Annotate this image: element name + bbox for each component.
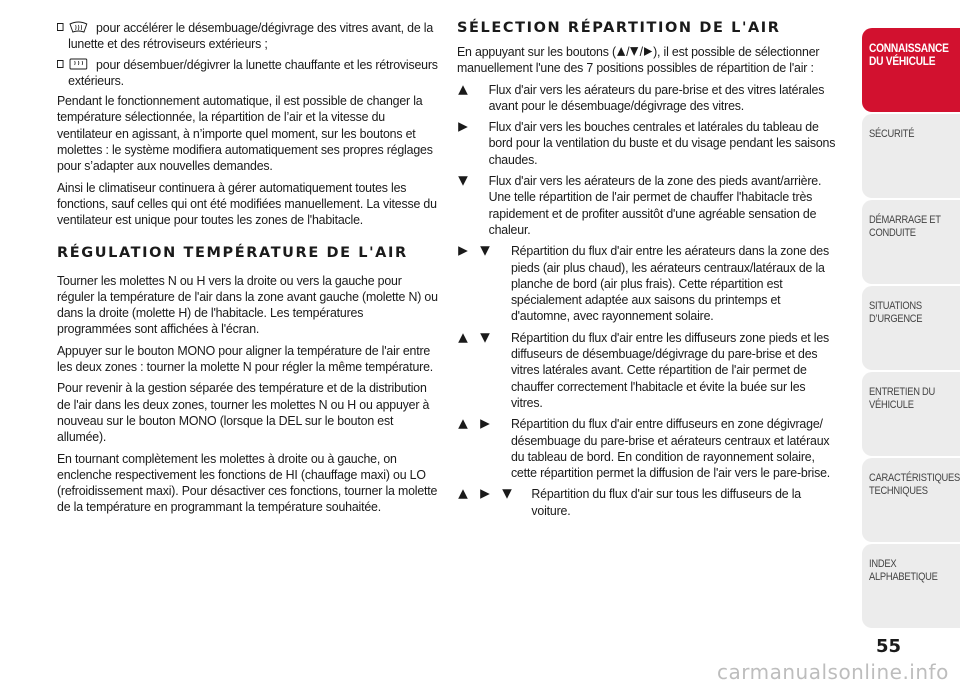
bullet-text: pour désembuer/dégivrer la lunette chauffante et les rétroviseurs extérieurs.: [68, 56, 438, 88]
intro-text: ), il est possible de sélectionner manuellement l'une des 7 positions possibles de répartition de l'air :: [457, 44, 820, 76]
mode-item: [457, 82, 842, 115]
tab-connaissance-du-vehicule[interactable]: [862, 28, 960, 112]
tab-index-alphabetique[interactable]: [862, 544, 960, 628]
mode-item: [457, 173, 842, 238]
paragraph: Appuyer sur le bouton MONO pour aligner la température de l'air entre les deux zones : tourner la molette N pour régler la même température.: [57, 342, 434, 375]
tab-entretien-du-vehicule[interactable]: [862, 372, 960, 456]
windshield-defrost-icon: [68, 21, 88, 33]
mode-item: [457, 119, 842, 168]
tab-label: DÉMARRAGE ET CONDUITE: [869, 214, 941, 239]
arrow-right-icon: [643, 46, 653, 57]
intro-text: En appuyant sur les boutons (: [457, 44, 616, 59]
tab-situations-urgence[interactable]: [862, 286, 960, 370]
bullet-text: pour accélérer le désembuage/dégivrage des vitres avant, de la lunette et des rétroviseurs extérieurs ;: [68, 20, 434, 52]
arrow-up-icon: [616, 46, 626, 57]
mode-text: Répartition du flux d'air entre les aérateurs dans la zone des pieds (air plus chaud), les aérateurs centraux/latéraux de la planche de bord (air plus frais). Cette répartition est spécialement adaptée aux saisons du printemps et d'automne, avec rayonnement solaire.: [510, 243, 829, 324]
tab-label: CARACTÉRISTIQUES TECHNIQUES: [869, 472, 960, 497]
mode-item: [457, 486, 842, 519]
mode-item: [457, 416, 842, 481]
page-number: 55: [876, 636, 902, 657]
tab-label: CONNAISSANCE DU VÉHICULE: [869, 41, 949, 68]
tab-demarrage-et-conduite[interactable]: [862, 200, 960, 284]
paragraph: Tourner les molettes N ou H vers la droite ou vers la gauche pour réguler la température de l'air dans la zone avant gauche (molette N) ou dans la droite (molette H) de l'habitacle. Les températures programmées sont affichées à l'écran.: [57, 272, 438, 337]
chapter-sidebar: [862, 28, 960, 630]
right-column: [457, 20, 842, 524]
mode-text: Flux d'air vers les aérateurs du pare-brise et des vitres latérales avant pour le désembuage/dégivrage des vitres.: [488, 81, 825, 113]
mode-text: Répartition du flux d'air entre les diffuseurs zone pieds et les diffuseurs de désembuage/dégivrage du pare-brise et des vitres latérales avant. Cette répartition de l'air permet de chauffer correctement l'habitacle et évite la buée sur les vitres.: [510, 329, 830, 410]
watermark: carmanualsonline.info: [717, 660, 949, 684]
tab-label: SITUATIONS D’URGENCE: [869, 300, 923, 325]
rear-window-defrost-icon: [68, 58, 88, 70]
mode-text: Flux d'air vers les bouches centrales et latérales du tableau de bord pour la ventilation du buste et du visage pendant les saisons chaudes.: [488, 119, 836, 167]
tab-securite[interactable]: [862, 114, 960, 198]
mode-text: Répartition du flux d'air entre diffuseurs en zone dégivrage/ désembuage du pare-brise et aérateurs centraux et latéraux du tableau de bord. En condition de rayonnement solaire, cette répartition permet la diffusion de l'air vers le pare-brise.: [510, 416, 831, 481]
mode-item: [457, 330, 842, 411]
tab-label: ENTRETIEN DU VÉHICULE: [869, 386, 936, 411]
section-heading: RÉGULATION TEMPÉRATURE DE L'AIR: [57, 244, 408, 261]
tab-caracteristiques-techniques[interactable]: [862, 458, 960, 542]
checkbox-bullet-icon: [57, 23, 64, 31]
checkbox-bullet-icon: [57, 60, 64, 68]
mode-text: Répartition du flux d'air sur tous les diffuseurs de la voiture.: [531, 486, 802, 518]
arrow-down-icon: [629, 46, 639, 57]
tab-label: INDEX ALPHABETIQUE: [869, 558, 938, 583]
paragraph: Ainsi le climatiseur continuera à gérer automatiquement toutes les fonctions, sauf celles qui ont été modifiées manuellement. La vitesse du ventilateur est unique pour toutes les zones de l'habitacle.: [57, 179, 437, 228]
bullet-rear-defrost: [57, 57, 438, 90]
section-heading: SÉLECTION RÉPARTITION DE L'AIR: [457, 20, 781, 36]
mode-item: [457, 243, 842, 324]
intro-paragraph: En appuyant sur les boutons ( / / ), il est possible de sélectionner manuellement l'une des 7 positions possibles de répartition de l'air :: [457, 44, 820, 76]
left-column: [57, 20, 440, 521]
mode-text: Flux d'air vers les aérateurs de la zone des pieds avant/arrière. Une telle répartition de l'air permet de chauffer l'habitacle très rapidement et de profiter aussitôt d'une agréable sensation de chaleur.: [488, 173, 822, 237]
tab-label: SÉCURITÉ: [869, 128, 915, 140]
paragraph: Pendant le fonctionnement automatique, il est possible de changer la température sélectionnée, la répartition de l’air et la vitesse du ventilateur en agissant, à n’importe quel moment, sur les boutons et molettes : le système modifiera automatiquement ses propres réglages pour s’adapter aux nouvelles demandes.: [57, 93, 433, 174]
paragraph: Pour revenir à la gestion séparée des température et de la distribution de l'air dans les deux zones, tourner les molettes N ou H ou appuyer à nouveau sur le bouton MONO (lorsque la DEL sur le bouton est allumée).: [57, 380, 430, 445]
paragraph: En tournant complètement les molettes à droite ou à gauche, on enclenche respectivement les fonctions de HI (chauffage maxi) ou LO (refroidissement maxi). Pour désactiver ces fonctions, tourner la molette de la température en programmant la température souhaitée.: [57, 450, 438, 515]
bullet-front-defrost: [57, 20, 438, 53]
